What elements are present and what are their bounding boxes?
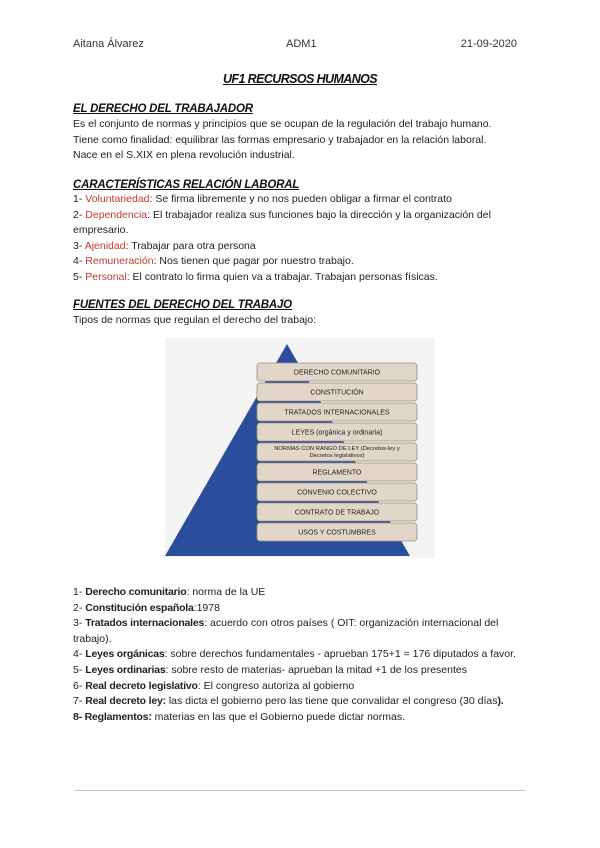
term-tail: ). <box>497 695 504 708</box>
course-code: ADM1 <box>286 38 317 50</box>
term-description: materias en las que el Gobierno puede dictar normas. <box>151 710 405 723</box>
list-number: 2- <box>73 601 86 614</box>
list-number: 3- <box>73 239 85 252</box>
list-number: 5- <box>73 663 86 676</box>
list-number: 8- <box>73 710 85 723</box>
term-highlight: Remuneración <box>85 255 154 268</box>
term-bold: Real decreto ley: <box>85 695 166 708</box>
term-description: : Nos tienen que pagar por nuestro trabajo. <box>153 255 354 268</box>
paragraph-line: Es el conjunto de normas y principios que se ocupan de la regulación del trabajo humano. <box>73 118 492 130</box>
term-description: : sobre resto de materias- aprueban la mitad +1 de los presentes <box>165 663 467 676</box>
term-description: : El trabajador realiza sus funciones bajo la dirección y la organización del empresario. <box>73 208 491 237</box>
term-bold: Tratados internacionales <box>85 617 205 630</box>
paragraph-line: Tiene como finalidad: equilibrar las formas empresario y trabajador en la relación laboral. <box>73 133 487 146</box>
section-intro-fuentes: Tipos de normas que regulan el derecho del trabajo: <box>73 314 317 326</box>
term-highlight: Ajenidad <box>84 239 126 252</box>
term-description: : acuerdo con otros países ( OIT: organización internacional del trabajo). <box>73 617 499 645</box>
list-number: 4- <box>73 648 86 661</box>
list-item <box>73 694 523 710</box>
pyramid-level-label: CONSTITUCIÓN <box>310 389 364 397</box>
pyramid-level-label: REGLAMENTO <box>312 469 362 477</box>
term-bold: Leyes orgánicas <box>85 648 165 661</box>
author-name: Aitana Álvarez <box>73 38 144 50</box>
list-number: 1- <box>73 193 86 205</box>
list-item <box>73 270 523 286</box>
list-item <box>73 254 523 270</box>
page-header <box>73 38 517 52</box>
term-bold: Leyes ordinarias <box>85 663 166 676</box>
list-item <box>73 663 523 679</box>
document-title: UF1 RECURSOS HUMANOS <box>223 72 377 86</box>
term-bold: Real decreto legislativo <box>85 679 198 692</box>
list-item <box>73 208 523 239</box>
pyramid-level-label: USOS Y COSTUMBRES <box>298 529 376 537</box>
term-description: : El congreso autoriza al gobierno <box>197 679 355 692</box>
term-description: : El contrato lo firma quien va a trabajar. Trabajan personas físicas. <box>126 270 438 283</box>
term-bold: Constitución española <box>85 601 194 614</box>
term-description: :1978 <box>193 601 220 614</box>
section-title-caracteristicas: CARACTERÍSTICAS RELACIÓN LABORAL <box>73 179 300 191</box>
pyramid-level-label: TRATADOS INTERNACIONALES <box>284 409 390 417</box>
pyramid-svg <box>165 338 435 558</box>
section-body-derecho-trabajador <box>73 117 523 164</box>
pyramid-level-label: Decretos legislativos) <box>309 453 365 459</box>
term-bold: Reglamentos: <box>84 710 152 723</box>
term-description: : norma de la UE <box>186 586 266 598</box>
term-highlight: Voluntariedad <box>85 193 150 205</box>
list-item <box>73 647 523 663</box>
list-item <box>73 239 523 255</box>
paragraph-line: Nace en el S.XIX en plena revolución industrial. <box>73 149 295 162</box>
list-item <box>73 616 523 647</box>
list-number: 3- <box>73 617 86 630</box>
list-item <box>73 679 523 695</box>
sources-list <box>73 585 523 725</box>
list-item <box>73 601 523 617</box>
section-title-derecho-trabajador: EL DERECHO DEL TRABAJADOR <box>73 103 253 115</box>
characteristics-list <box>73 192 523 286</box>
term-description: : sobre derechos fundamentales - aprueban 175+1 = 176 diputados a favor. <box>164 648 516 661</box>
list-number: 5- <box>73 270 86 283</box>
section-title-fuentes: FUENTES DEL DERECHO DEL TRABAJO <box>73 299 292 311</box>
pyramid-level-label: LEYES (orgánica y ordinaria) <box>291 429 383 437</box>
term-highlight: Personal <box>85 270 127 283</box>
list-number: 7- <box>73 695 86 708</box>
pyramid-level-label: DERECHO COMUNITARIO <box>293 369 381 377</box>
pyramid-level-label: NORMAS CON RANGO DE LEY (Decretos-ley y <box>274 446 400 452</box>
list-item <box>73 192 523 208</box>
pyramid-level-label: CONTRATO DE TRABAJO <box>294 509 380 517</box>
term-bold: Derecho comunitario <box>85 586 187 598</box>
list-number: 4- <box>73 255 86 268</box>
term-highlight: Dependencia <box>85 208 148 221</box>
footer-divider <box>75 790 525 791</box>
list-item <box>73 710 523 726</box>
term-description: las dicta el gobierno pero las tiene que convalidar el congreso (30 días <box>165 695 498 708</box>
term-description: : Trabajar para otra persona <box>125 239 256 252</box>
document-date: 21-09-2020 <box>460 38 517 50</box>
list-number: 2- <box>73 208 86 221</box>
list-number: 6- <box>73 679 86 692</box>
pyramid-level-label: CONVENIO COLECTIVO <box>297 489 377 497</box>
pyramid-diagram <box>165 338 435 558</box>
list-item <box>73 585 523 601</box>
term-description: : Se firma libremente y no nos pueden obligar a firmar el contrato <box>149 193 452 205</box>
list-number: 1- <box>73 586 86 598</box>
